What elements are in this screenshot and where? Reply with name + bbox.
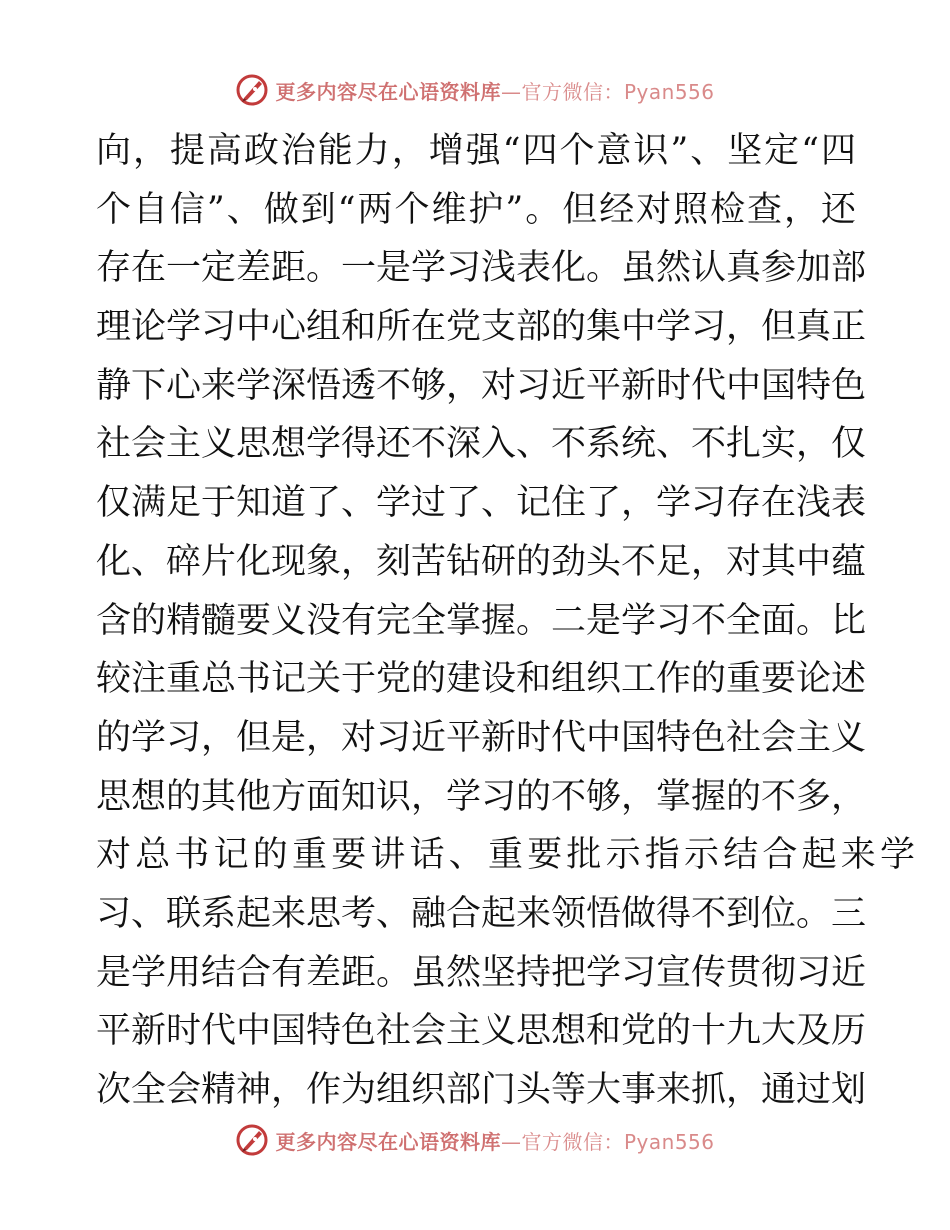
header-site-name: 更多内容尽在心语资料库 bbox=[275, 79, 501, 104]
footer-banner bbox=[0, 1118, 950, 1162]
quill-logo-icon bbox=[235, 1123, 269, 1157]
header-banner-text bbox=[275, 76, 714, 105]
header-wechat-id: Pyan556 bbox=[623, 79, 715, 104]
body-line-4: 理论学习中心组和所在党支部的集中学习，但真正 bbox=[96, 307, 867, 348]
body-line-5: 静下心来学深悟透不够，对习近平新时代中国特色 bbox=[96, 365, 867, 406]
header-separator: — bbox=[500, 79, 522, 104]
body-line-12: 思想的其他方面知识，学习的不够，掌握的不多， bbox=[96, 776, 867, 817]
footer-site-name: 更多内容尽在心语资料库 bbox=[275, 1129, 501, 1154]
body-line-7: 仅满足于知道了、学过了、记住了，学习存在浅表 bbox=[96, 483, 867, 524]
header-banner bbox=[0, 68, 950, 112]
footer-banner-text bbox=[275, 1126, 714, 1155]
header-wechat-label: 官方微信： bbox=[521, 79, 624, 104]
body-line-11: 的学习，但是，对习近平新时代中国特色社会主义 bbox=[96, 717, 867, 758]
quill-logo-icon bbox=[235, 73, 269, 107]
document-body bbox=[96, 122, 920, 1120]
body-line-8: 化、碎片化现象，刻苦钻研的劲头不足，对其中蕴 bbox=[96, 541, 867, 582]
footer-wechat-label: 官方微信： bbox=[521, 1129, 624, 1154]
body-line-6: 社会主义思想学得还不深入、不系统、不扎实，仅 bbox=[96, 424, 867, 465]
body-line-1: 向，提高政治能力，增强“四个意识”、坚定“四 bbox=[96, 131, 856, 171]
body-line-17: 次全会精神，作为组织部门头等大事来抓，通过划 bbox=[96, 1070, 867, 1110]
body-line-10: 较注重总书记关于党的建设和组织工作的重要论述 bbox=[96, 659, 867, 700]
body-line-3: 存在一定差距。一是学习浅表化。虽然认真参加部 bbox=[96, 248, 867, 289]
footer-separator: — bbox=[500, 1129, 522, 1154]
body-line-15: 是学用结合有差距。虽然坚持把学习宣传贯彻习近 bbox=[96, 952, 867, 993]
body-line-16: 平新时代中国特色社会主义思想和党的十九大及历 bbox=[96, 1011, 867, 1052]
footer-wechat-id: Pyan556 bbox=[623, 1129, 715, 1154]
body-line-2: 个自信”、做到“两个维护”。但经对照检查，还 bbox=[96, 189, 856, 230]
body-line-14: 习、联系起来思考、融合起来领悟做得不到位。三 bbox=[96, 893, 867, 934]
body-line-13: 对总书记的重要讲话、重要批示指示结合起来学 bbox=[96, 835, 920, 876]
body-line-9: 含的精髓要义没有完全掌握。二是学习不全面。比 bbox=[96, 600, 867, 641]
